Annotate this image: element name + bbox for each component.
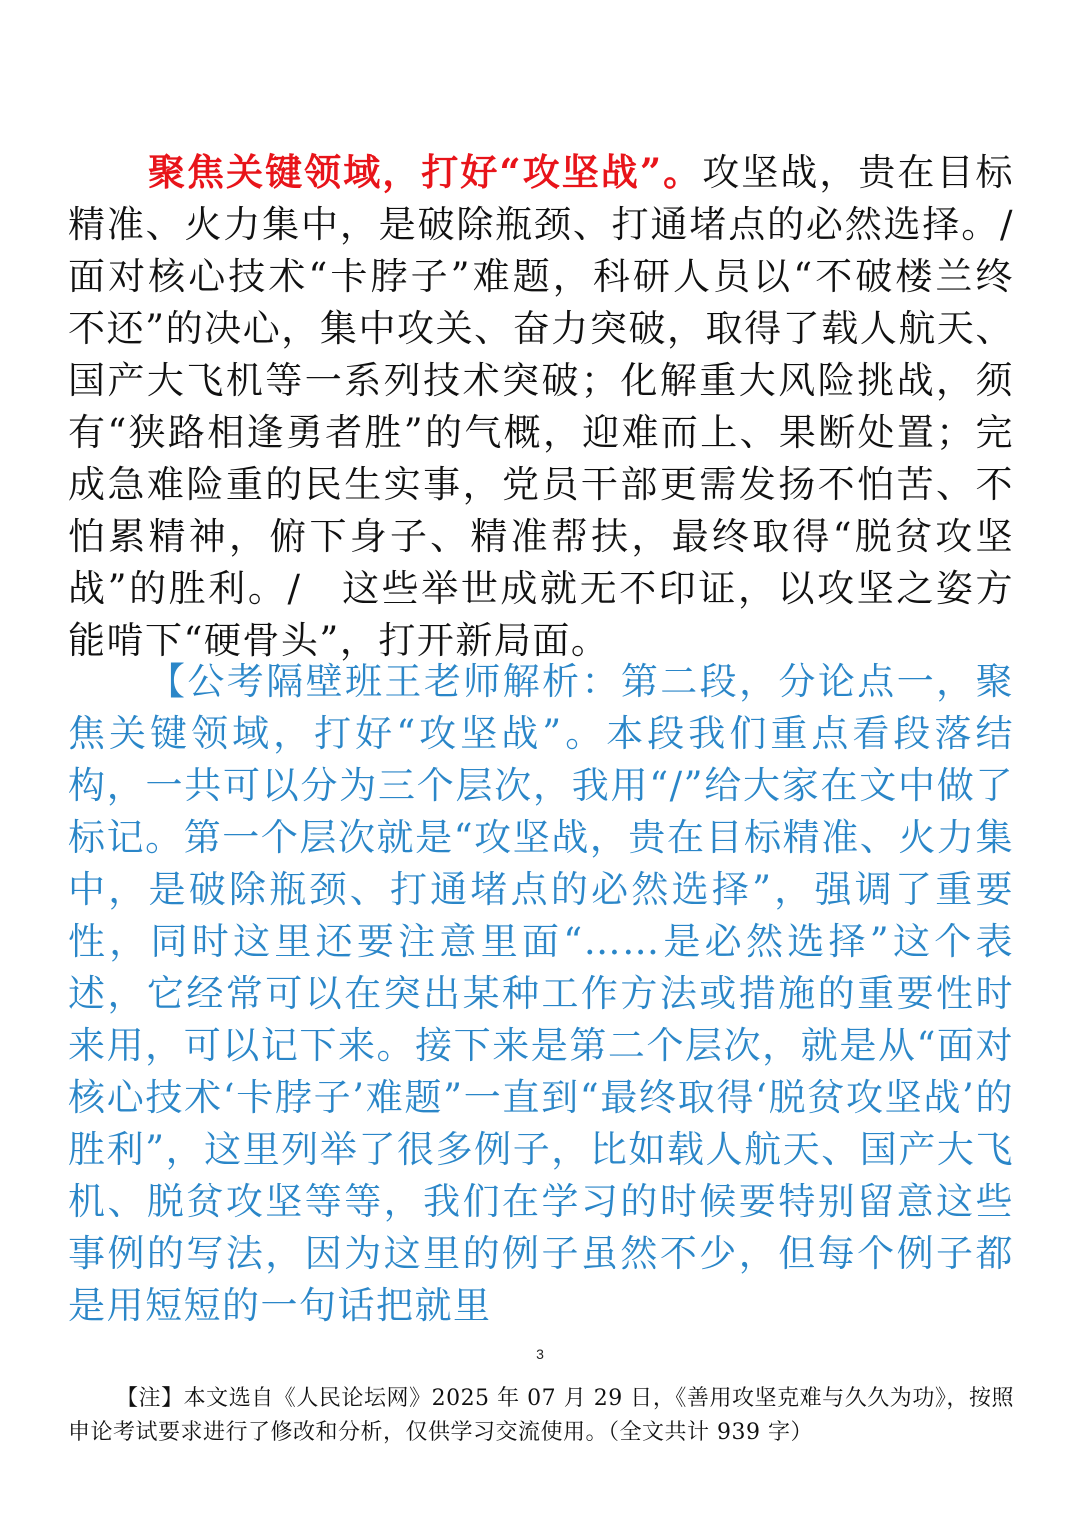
footnote: 【注】本文选自《人民论坛网》2025 年 07 月 29 日，《善用攻坚克难与久久为功》，按照申论考试要求进行了修改和分析，仅供学习交流使用。（全文共计 939 字） (68, 1386, 1014, 1445)
analysis-paragraph: 【公考隔壁班王老师解析：第二段，分论点一，聚焦关键领域，打好“攻坚战”。本段我们重点看段落结构，一共可以分为三个层次，我用“/”给大家在文中做了标记。第一个层次就是“攻坚战，贵在目标精准、火力集中，是破除瓶颈、打通堵点的必然选择”，强调了重要性，同时这里还要注意里面“……是必然选择”这个表述，它经常可以在突出某种工作方法或措施的重要性时来用，可以记下来。接下来是第二个层次，就是从“面对核心技术‘卡脖子’难题”一直到“最终取得‘脱贫攻坚战’的胜利”，这里列举了很多例子，比如载人航天、国产大飞机、脱贫攻坚等等，我们在学习的时候要特别留意这些事例的写法，因为这里的例子虽然不少，但每个例子都是用短短的一句话把就里 (68, 660, 1014, 1327)
section-heading: 聚焦关键领域，打好“攻坚战”。 (148, 150, 703, 194)
section-body: 攻坚战，贵在目标精准、火力集中，是破除瓶颈、打通堵点的必然选择。/ 面对核心技术“卡脖子”难题，科研人员以“不破楼兰终不还”的决心，集中攻关、奋力突破，取得了载人航天、国产大飞机等一系列技术突破；化解重大风险挑战，须有“狭路相逢勇者胜”的气概，迎难而上、果断处置；完成急难险重的民生实事，党员干部更需发扬不怕苦、不怕累精神，俯下身子、精准帮扶，最终取得“脱贫攻坚战”的胜利。/ 这些举世成就无不印证，以攻坚之姿方能啃下“硬骨头”，打开新局面。 (68, 151, 1053, 662)
section-paragraph (68, 146, 1053, 667)
page-number: 3 (536, 1346, 544, 1362)
